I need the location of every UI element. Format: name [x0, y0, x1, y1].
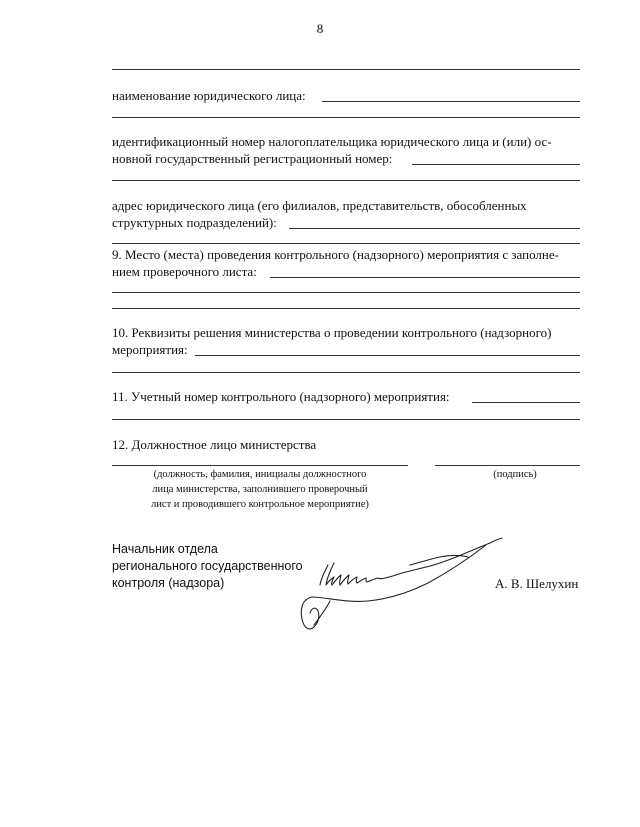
position-caption-line3: лист и проводившего контрольное мероприятие) — [151, 499, 369, 510]
blank-line — [112, 419, 580, 420]
position-field[interactable] — [112, 465, 408, 466]
page-number: 8 — [316, 21, 324, 36]
signatory-title-line3: контроля (надзора) — [112, 576, 225, 590]
item11-label: 11. Учетный номер контрольного (надзорного) мероприятия: — [112, 389, 450, 404]
signatory-title-line2: регионального государственного — [112, 559, 303, 573]
blank-line — [112, 180, 580, 181]
inn-field[interactable] — [412, 164, 580, 165]
signature-caption: (подпись) — [493, 469, 537, 480]
legal-name-label: наименование юридического лица: — [112, 88, 306, 103]
inn-label-line2: новной государственный регистрационный номер: — [112, 151, 393, 166]
item10-label-line1: 10. Реквизиты решения министерства о проведении контрольного (надзорного) — [112, 325, 552, 340]
inn-label-line1: идентификационный номер налогоплательщика юридического лица и (или) ос- — [112, 134, 552, 149]
signature-field[interactable] — [435, 465, 580, 466]
item9-label-line1: 9. Место (места) проведения контрольного (надзорного) мероприятия с заполне- — [112, 247, 559, 262]
item11-field[interactable] — [472, 402, 580, 403]
item12-label: 12. Должностное лицо министерства — [112, 437, 317, 452]
blank-line — [112, 117, 580, 118]
blank-line — [112, 243, 580, 244]
signatory-title-line1: Начальник отдела — [112, 542, 218, 556]
blank-line — [112, 308, 580, 309]
blank-line — [112, 372, 580, 373]
item9-field[interactable] — [270, 277, 580, 278]
blank-line — [112, 69, 580, 70]
address-field[interactable] — [289, 228, 580, 229]
address-label-line1: адрес юридического лица (его филиалов, представительств, обособленных — [112, 198, 527, 213]
address-label-line2: структурных подразделений): — [112, 215, 277, 230]
item10-field[interactable] — [195, 355, 580, 356]
item10-label-line2: мероприятия: — [112, 342, 188, 357]
item9-label-line2: нием проверочного листа: — [112, 264, 257, 279]
position-caption-line2: лица министерства, заполнившего проверочный — [152, 484, 368, 495]
signatory-name: А. В. Шелухин — [495, 576, 579, 591]
position-caption-line1: (должность, фамилия, инициалы должностного — [153, 469, 367, 480]
handwritten-signature — [290, 535, 520, 635]
legal-name-field[interactable] — [322, 101, 580, 102]
blank-line — [112, 292, 580, 293]
